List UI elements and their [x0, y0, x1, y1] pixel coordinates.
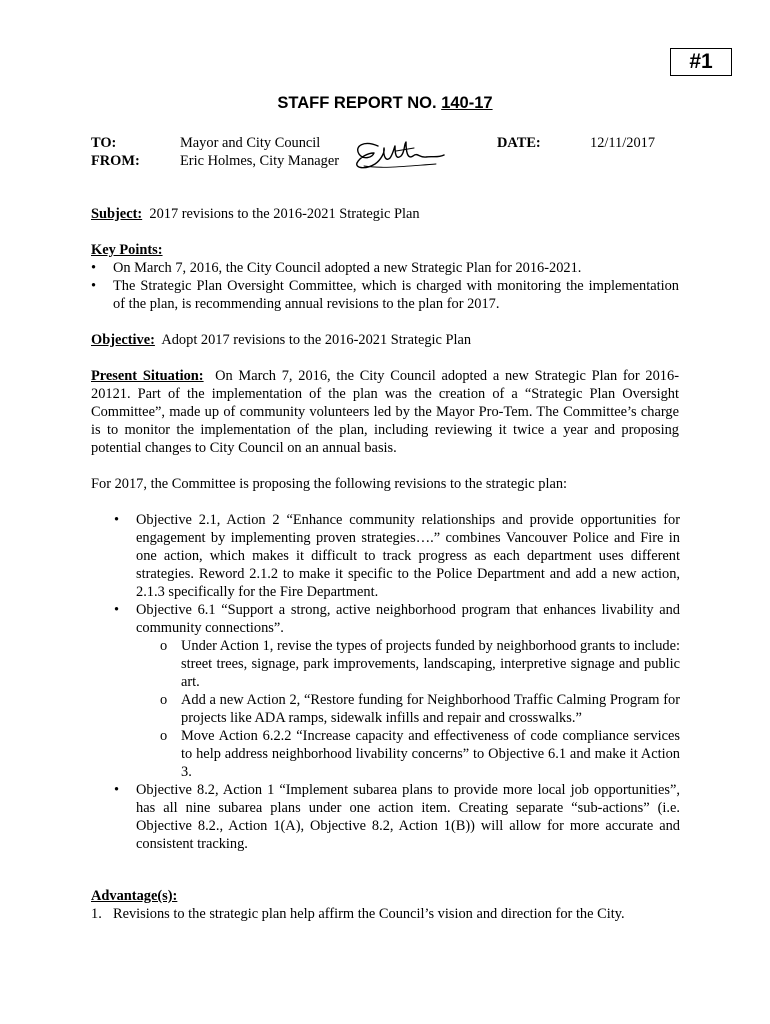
advantage-number: 1. — [91, 906, 102, 922]
key-points-label: Key Points: — [91, 242, 163, 258]
subject-label: Subject: — [91, 206, 143, 222]
objective-line — [91, 331, 679, 349]
from-label: FROM: — [91, 153, 140, 169]
report-title — [0, 94, 770, 112]
advantage-item — [91, 905, 679, 923]
revisions-list — [114, 511, 680, 853]
revision-text: Objective 2.1, Action 2 “Enhance community relationships and provide opportunities for engagement by implementing proven strategies….” combines Vancouver Police and Fire in one action, which makes it difficult to track progress as each department uses different strategies. Reword 2.1.2 to make it specific to the Police Department and add a new action, 2.1.3 specifically for the Fire Department. — [136, 512, 680, 600]
to-value: Mayor and City Council — [180, 135, 321, 151]
present-situation-paragraph — [91, 367, 679, 457]
revision-sub-item: o Under Action 1, revise the types of projects funded by neighborhood grants to include: street trees, signage, park improvements, landscaping, interpretive signage and public art. — [136, 637, 680, 691]
key-point-item: • The Strategic Plan Oversight Committee, which is charged with monitoring the implementation of the plan, is recommending annual revisions to the plan for 2017. — [91, 277, 679, 313]
present-situation-label: Present Situation: — [91, 368, 204, 384]
subject-line — [91, 205, 679, 223]
revision-sub-item: o Move Action 6.2.2 “Increase capacity and effectiveness of code compliance services to help address neighborhood livability concerns” to Objective 6.1 and make it Action 3. — [136, 727, 680, 781]
item-number-box: #1 — [670, 48, 732, 76]
revision-item — [114, 601, 680, 781]
date-label: DATE: — [497, 135, 541, 151]
report-title-prefix: STAFF REPORT NO. — [277, 94, 442, 112]
present-situation-text: On March 7, 2016, the City Council adopted a new Strategic Plan for 2016-20121. Part of the implementation of the plan was the creation of a “Strategic Plan Oversight Committee”, made up of community volunteers led by the Mayor Pro-Tem. The Committee’s charge is to monitor the implementation of the plan, including reviewing it twice a year and proposing potential changes to City Council on an annual basis. — [91, 368, 679, 456]
key-point-item: • On March 7, 2016, the City Council adopted a new Strategic Plan for 2016-2021. — [91, 259, 679, 277]
key-points-section — [91, 241, 679, 313]
signature-image — [350, 136, 446, 174]
objective-text: Adopt 2017 revisions to the 2016-2021 Strategic Plan — [161, 332, 472, 348]
advantages-label: Advantage(s): — [91, 888, 178, 904]
report-number: 140-17 — [441, 94, 493, 112]
to-label: TO: — [91, 135, 117, 151]
revision-text: Objective 6.1 “Support a strong, active neighborhood program that enhances livability and community connections”. — [136, 602, 680, 636]
revision-item — [114, 781, 680, 853]
revision-sub-item: o Add a new Action 2, “Restore funding for Neighborhood Traffic Calming Program for projects like ADA ramps, sidewalk infills and repair and crosswalks.” — [136, 691, 680, 727]
revisions-intro: For 2017, the Committee is proposing the following revisions to the strategic plan: — [91, 476, 568, 492]
advantages-section — [91, 887, 679, 923]
subject-text: 2017 revisions to the 2016-2021 Strategic Plan — [149, 206, 420, 222]
advantage-text: Revisions to the strategic plan help affirm the Council’s vision and direction for the City. — [113, 906, 625, 922]
revision-item — [114, 511, 680, 601]
date-value: 12/11/2017 — [590, 135, 656, 151]
from-value: Eric Holmes, City Manager — [180, 153, 340, 169]
revision-text: Objective 8.2, Action 1 “Implement subarea plans to provide more local job opportunities”, has all nine subarea plans under one action item. Creating separate “sub-actions” (i.e. Objective 8.2., Action 1(A), Objective 8.2, Action 1(B)) will allow for more accurate and consistent tracking. — [136, 782, 680, 852]
objective-label: Objective: — [91, 332, 155, 348]
